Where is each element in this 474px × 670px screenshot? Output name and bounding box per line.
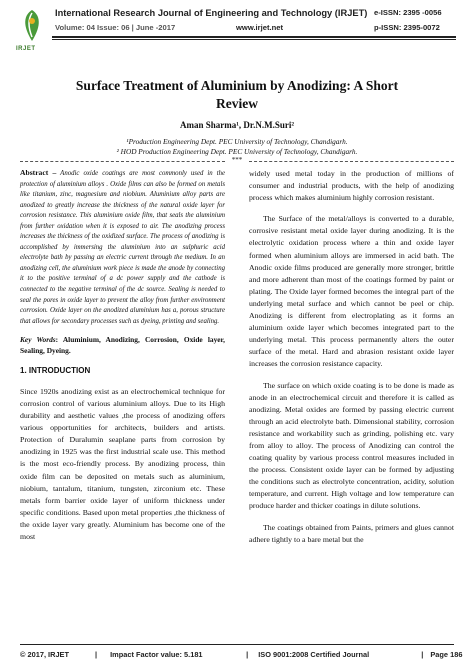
- footer-impact-factor: Impact Factor value: 5.181: [110, 650, 203, 659]
- keywords-label: Key Words: [20, 335, 56, 345]
- keywords: [20, 335, 225, 356]
- logo-text: IRJET: [16, 46, 36, 52]
- volume-issue: Volume: 04 Issue: 06 | June -2017: [55, 23, 176, 32]
- intro-paragraph: Since 1920s anodizing exist as an electrochemical technique for corrosion control of various aluminium alloys. Due to its High durability and aesthetic values ,the process of anodizing offers various opportunities for architects, builders and artists. Protection of Duralumin seaplane parts from corrosion by anodizing in 1925 was the first industrial scale use. This method is the most eco-friendly process. By anodizing process, thin oxide film can be deposited on metals such as aluminium, niobium, tantalum, titanium, tungsten, zirconium etc. These metals form barrier oxide layer of uniform thickness under specific conditions. Based upon metal properties ,the thickness of the oxide layer vary greatly. Aluminium has become one of the most: [20, 386, 225, 541]
- page-footer: [20, 650, 463, 659]
- footer-rule: [20, 644, 454, 645]
- affiliation-1: ¹Production Engineering Dept. PEC University of Technology, Chandigarh.: [126, 137, 348, 146]
- paragraph-anode: The surface on which oxide coating is to be done is made as anode in an electrochemical circuit and therefore it is called as anodizing. Metal oxides are formed by passing electric current through an acid electrolyte bath. Dimensional stability, corrosion resistance and workability such as grinding, polishing etc. vary from alloy to alloy. The process of Anodizing can control the coating quality by various process control measures included in the process. Consistent oxide layer can be formed by adjusting the conditions such as electrolyte concentration, acidity, solution temperature, and current. High voltage and low temperature can produce harder and thicker coatings in dilute solutions.: [249, 380, 454, 511]
- footer-page-number: Page 186: [430, 650, 463, 659]
- section-separator: [20, 157, 454, 165]
- right-column: [249, 168, 454, 546]
- p-issn: p-ISSN: 2395-0072: [374, 23, 440, 32]
- footer-copyright: © 2017, IRJET: [20, 650, 69, 659]
- separator-dash-right: [249, 161, 454, 162]
- separator-stars: ***: [231, 156, 243, 164]
- e-issn: e-ISSN: 2395 -0056: [374, 8, 442, 17]
- footer-divider: |: [246, 650, 249, 659]
- paragraph-continued: widely used metal today in the production of millions of consumer and industrial products, with the help of anodizing process which makes aluminium highly corrosion resistant.: [249, 169, 454, 203]
- footer-divider: |: [95, 650, 98, 659]
- abstract-text: Anodic oxide coatings are most commonly used in the protection of aluminium alloys . Oxide films can also be formed on metals like titanium, zinc, magnesium and niobium. Aluminium alloy parts are anodized to greatly increase the thickness of the natural oxide layer for corrosion resistance. This aluminium oxide film, that seals the aluminium from further oxidation when it is exposed to air. The anodizing process increases the thickness of the oxidized surface. The process of anodizing is accomplished by immersing the aluminium into an sulphuric acid electrolyte bath by passing an electric current through the medium. In an anodizing cell, the aluminium work piece is made the anode by connecting it to the positive terminal of a dc power supply and the cathode is connected to the negative terminal of the dc source. Sealing is needed to seal the pores in oxide layer to prevent the alloy from further environment corrosion. Oxide layer on the anodized aluminium has a, porous structure that allows for secondary processes such as dyeing, printing and sealing.: [20, 170, 225, 325]
- left-column: [20, 168, 225, 543]
- section-heading-introduction: 1. INTRODUCTION: [20, 366, 91, 376]
- header-rule: [52, 36, 456, 38]
- journal-header: [0, 0, 474, 64]
- footer-divider: |: [421, 650, 424, 659]
- paragraph-coatings: The coatings obtained from Paints, primers and glues cannot adhere tightly to a bare metal but the: [249, 522, 454, 544]
- irjet-logo-icon: [18, 9, 46, 43]
- paper-title: [20, 77, 454, 113]
- footer-iso: ISO 9001:2008 Certified Journal: [258, 650, 370, 659]
- journal-title: International Research Journal of Engineering and Technology (IRJET): [55, 8, 368, 18]
- paragraph-surface: The Surface of the metal/alloys is converted to a durable, corrosive resistant metal oxide layer during anodizing. It is the electrolytic oxidation process where a thin and oxide layer formed when aluminium alloys are immersed in acid bath. The Anodic oxide films produced are generally more stronger, brittle and more adherent than most of the coatings formed by paint or plating. The Oxide layer formed becomes the integral part of the underlying metal surface and which cannot be peel or chip. Anodizing is different from electroplating as it forms an aluminium oxide layer which becomes integrated part to the underlying metal. This process permanently alters the outer surface of the metal. Hard and abrasion resistant oxide layer increases the corrosion resistance capacity.: [249, 214, 454, 369]
- abstract-label: Abstract –: [20, 168, 57, 177]
- header-rule-thin: [52, 39, 456, 40]
- authors: Aman Sharma¹, Dr.N.M.Suri²: [179, 120, 295, 130]
- journal-website: www.irjet.net: [236, 23, 283, 32]
- title-line-2: Review: [216, 96, 258, 111]
- separator-dash-left: [20, 161, 225, 162]
- title-line-1: Surface Treatment of Aluminium by Anodizing: A Short: [75, 78, 399, 93]
- affiliation-2: ² HOD Production Engineering Dept. PEC University of Technology, Chandigarh.: [116, 147, 358, 156]
- abstract: [20, 168, 225, 327]
- keywords-text: : Aluminium, Anodizing, Corrosion, Oxide layer, Sealing, Dyeing.: [20, 335, 226, 355]
